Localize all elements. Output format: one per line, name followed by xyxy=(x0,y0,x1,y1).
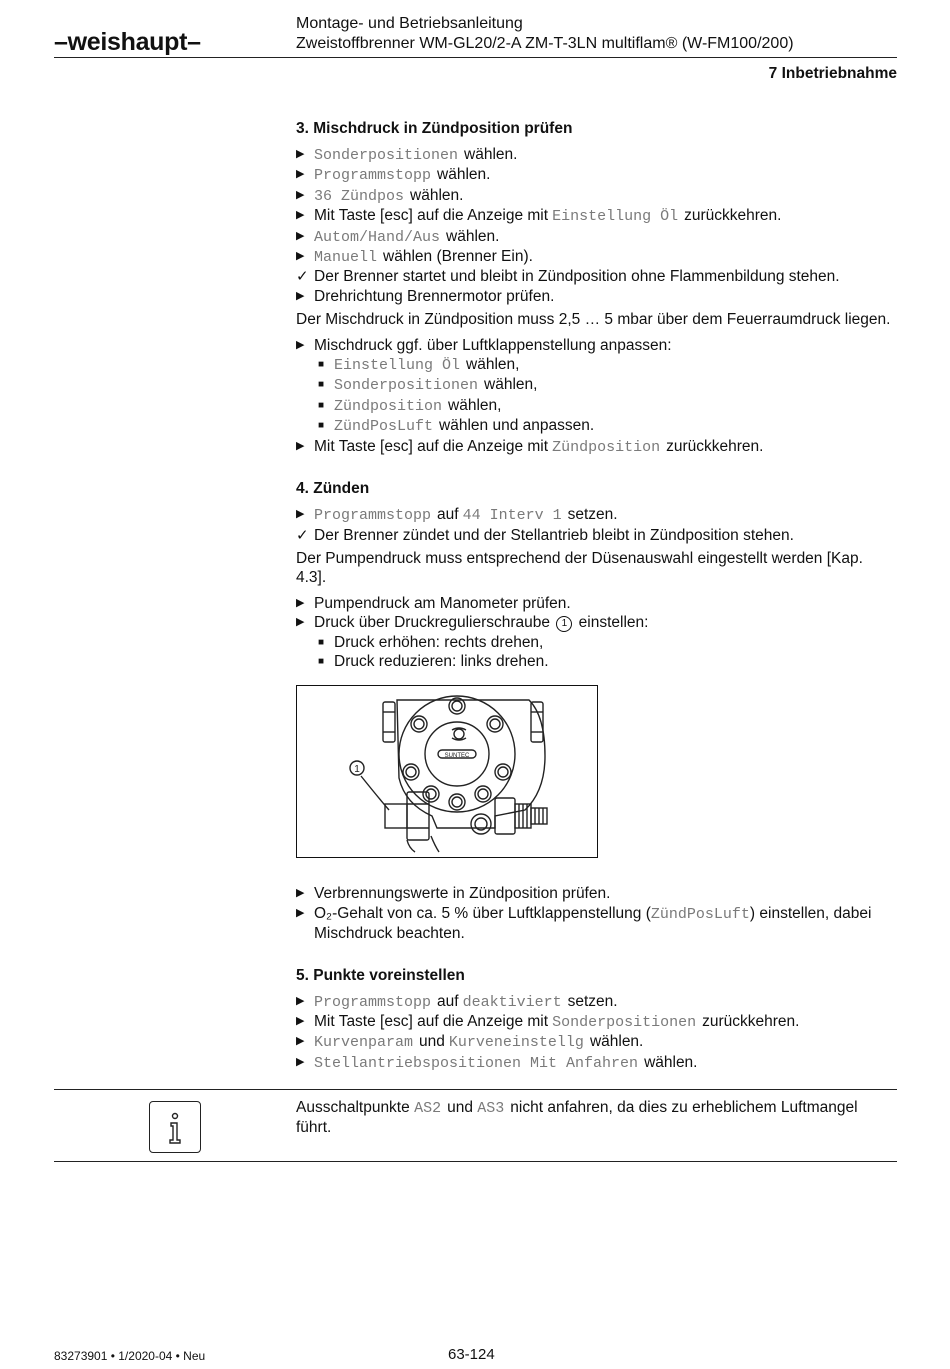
square-bullet-icon: ■ xyxy=(318,636,325,648)
list-item xyxy=(296,1032,897,1052)
arrow-bullet-icon: ▶ xyxy=(296,1055,305,1068)
oil-pump-illustration xyxy=(297,686,597,857)
display-text: Sonderpositionen xyxy=(552,1013,697,1031)
list-item xyxy=(296,992,897,1012)
list-item xyxy=(296,186,897,206)
sub-list-item xyxy=(296,396,897,416)
checkmark-icon: ✓ xyxy=(296,268,309,286)
display-text: Manuell xyxy=(314,249,378,267)
step-text: einstellen: xyxy=(578,614,649,632)
list-item xyxy=(296,267,897,286)
step-text: wählen und anpassen. xyxy=(439,417,595,435)
step-text: wählen. xyxy=(410,186,464,204)
list-item xyxy=(296,505,897,525)
step-text: Verbrennungswerte in Zündposition prüfen. xyxy=(314,885,611,903)
section-3-steps xyxy=(296,145,897,306)
list-item xyxy=(296,145,897,165)
arrow-bullet-icon: ▶ xyxy=(296,168,305,181)
square-bullet-icon: ■ xyxy=(318,655,325,667)
display-text: Kurvenparam xyxy=(314,1034,414,1052)
section-3-title: 3. Mischdruck in Zündposition prüfen xyxy=(296,120,573,137)
callout-number: 1 xyxy=(556,616,572,632)
display-text: Einstellung Öl xyxy=(552,208,679,226)
step-text: setzen. xyxy=(567,506,618,524)
pump-figure xyxy=(296,685,598,858)
arrow-bullet-icon: ▶ xyxy=(296,229,305,242)
step-text: wählen. xyxy=(589,1033,644,1051)
product-title: Zweistoffbrenner WM-GL20/2-A ZM-T-3LN multiflam® (W-FM100/200) xyxy=(296,35,794,52)
display-text: ZündPosLuft xyxy=(334,418,434,436)
section-3-return xyxy=(296,437,897,457)
arrow-bullet-icon: ▶ xyxy=(296,250,305,263)
step-text: wählen. xyxy=(464,146,518,163)
list-item xyxy=(296,336,897,355)
paragraph: Der Pumpendruck muss entsprechend der Düsenauswahl eingestellt werden [Kap. 4.3]. xyxy=(296,549,863,587)
step-text: zurückkehren. xyxy=(666,437,764,455)
display-text: Zündposition xyxy=(552,438,661,456)
display-text: Sonderpositionen xyxy=(334,377,479,395)
display-text: Stellantriebspositionen Mit Anfahren xyxy=(314,1054,639,1072)
list-item xyxy=(296,437,897,457)
list-item xyxy=(296,884,897,903)
section-4-steps xyxy=(296,505,897,545)
list-item xyxy=(296,247,897,267)
arrow-bullet-icon: ▶ xyxy=(296,508,305,521)
header-divider xyxy=(54,57,897,58)
arrow-bullet-icon: ▶ xyxy=(296,906,305,919)
sub-list-item xyxy=(296,416,897,436)
info-icon xyxy=(149,1101,201,1153)
display-text: AS2 xyxy=(414,1100,442,1117)
arrow-bullet-icon: ▶ xyxy=(296,338,305,351)
sub-list-item xyxy=(296,375,897,395)
step-text: O₂-Gehalt von ca. 5 % über Luftklappenstellung ( xyxy=(314,904,651,922)
step-text: wählen, xyxy=(466,356,520,374)
arrow-bullet-icon: ▶ xyxy=(296,289,305,302)
display-text: Zündposition xyxy=(334,397,443,415)
step-text: Druck über Druckregulierschraube xyxy=(314,614,551,632)
square-bullet-icon: ■ xyxy=(318,379,325,391)
brand-plate-text: SUNTEC xyxy=(444,753,470,760)
list-item xyxy=(296,594,897,613)
step-text: wählen (Brenner Ein). xyxy=(383,248,533,266)
list-item xyxy=(296,526,897,545)
display-text: Programmstopp xyxy=(314,167,432,185)
arrow-bullet-icon: ▶ xyxy=(296,209,305,222)
step-text: zurückkehren. xyxy=(684,207,782,225)
section-5-title: 5. Punkte voreinstellen xyxy=(296,966,465,984)
step-text: Mit Taste [esc] auf die Anzeige mit xyxy=(314,1012,549,1030)
sub-list-item xyxy=(296,355,897,375)
display-text: Kurveneinstellg xyxy=(448,1034,584,1052)
step-text: auf xyxy=(437,506,459,524)
list-item xyxy=(296,1012,897,1032)
figure-callout: 1 xyxy=(354,764,360,776)
display-text: 44 Interv 1 xyxy=(462,507,562,525)
step-text: ) einstellen, dabei Mischdruck beachten. xyxy=(314,904,872,943)
list-item xyxy=(296,206,897,226)
step-text: wählen. xyxy=(644,1053,698,1071)
display-text: Programmstopp xyxy=(314,507,432,525)
main-content xyxy=(296,119,897,1073)
step-text: Druck reduzieren: links drehen. xyxy=(334,652,549,670)
page-number: 63-124 xyxy=(448,1346,495,1363)
checkmark-icon: ✓ xyxy=(296,526,309,544)
weishaupt-logo: –weishaupt– xyxy=(54,28,201,56)
step-text: Mit Taste [esc] auf die Anzeige mit xyxy=(314,207,549,225)
step-text: Mischdruck ggf. über Luftklappenstellung anpassen: xyxy=(314,336,672,354)
arrow-bullet-icon: ▶ xyxy=(296,596,305,609)
list-item xyxy=(296,904,897,944)
note-box xyxy=(296,1098,897,1138)
display-text: AS3 xyxy=(477,1100,505,1117)
display-text: ZündPosLuft xyxy=(650,905,750,923)
sub-steps xyxy=(296,355,897,437)
manual-title: Montage- und Betriebsanleitung xyxy=(296,15,523,32)
step-text: Druck erhöhen: rechts drehen, xyxy=(334,633,544,651)
display-text: Autom/Hand/Aus xyxy=(314,228,441,246)
step-text: wählen, xyxy=(448,396,502,414)
step-text: zurückkehren. xyxy=(702,1012,800,1030)
list-item xyxy=(296,227,897,247)
arrow-bullet-icon: ▶ xyxy=(296,188,305,201)
step-text: Pumpendruck am Manometer prüfen. xyxy=(314,594,571,612)
sub-steps xyxy=(296,633,897,672)
display-text: Einstellung Öl xyxy=(334,357,461,375)
step-text: Mit Taste [esc] auf die Anzeige mit xyxy=(314,437,549,455)
step-text: setzen. xyxy=(567,992,618,1010)
arrow-bullet-icon: ▶ xyxy=(296,1035,305,1048)
section-5-steps xyxy=(296,992,897,1074)
step-text: auf xyxy=(437,992,459,1010)
step-text: wählen. xyxy=(437,166,491,184)
arrow-bullet-icon: ▶ xyxy=(296,439,305,452)
section-3-adjust xyxy=(296,336,897,355)
step-text: Drehrichtung Brennermotor prüfen. xyxy=(314,287,555,305)
display-text: Programmstopp xyxy=(314,993,432,1011)
list-item xyxy=(296,1053,897,1073)
section-4-title: 4. Zünden xyxy=(296,480,370,498)
chapter-heading: 7 Inbetriebnahme xyxy=(768,65,897,82)
arrow-bullet-icon: ▶ xyxy=(296,887,305,900)
arrow-bullet-icon: ▶ xyxy=(296,148,305,160)
square-bullet-icon: ■ xyxy=(318,399,325,411)
step-text: wählen, xyxy=(484,376,538,394)
display-text: 36 Zündpos xyxy=(314,187,405,205)
note-top-divider xyxy=(54,1089,897,1090)
step-text: und xyxy=(419,1033,445,1051)
document-number: 83273901 • 1/2020-04 • Neu xyxy=(54,1349,206,1363)
note-text: Ausschaltpunkte AS2 und AS3 nicht anfahren, da dies zu erheblichem Luftmangel führt. xyxy=(296,1099,858,1137)
square-bullet-icon: ■ xyxy=(318,359,325,371)
step-text: wählen. xyxy=(446,227,500,245)
display-text: Sonderpositionen xyxy=(314,147,459,164)
note-bottom-divider xyxy=(54,1161,897,1162)
section-4-pressure xyxy=(296,594,897,633)
list-item xyxy=(296,165,897,185)
paragraph: Der Mischdruck in Zündposition muss 2,5 … 5 mbar über dem Feuerraumdruck liegen. xyxy=(296,311,891,329)
square-bullet-icon: ■ xyxy=(318,420,325,432)
result-text: Der Brenner zündet und der Stellantrieb bleibt in Zündposition stehen. xyxy=(314,526,794,544)
sub-list-item xyxy=(296,633,897,652)
list-item xyxy=(296,287,897,306)
display-text: deaktiviert xyxy=(462,993,562,1011)
result-text: Der Brenner startet und bleibt in Zündposition ohne Flammenbildung stehen. xyxy=(314,268,840,286)
arrow-bullet-icon: ▶ xyxy=(296,994,305,1007)
arrow-bullet-icon: ▶ xyxy=(296,1014,305,1027)
section-4-combustion xyxy=(296,884,897,943)
arrow-bullet-icon: ▶ xyxy=(296,616,305,629)
list-item xyxy=(296,613,897,632)
sub-list-item xyxy=(296,652,897,671)
